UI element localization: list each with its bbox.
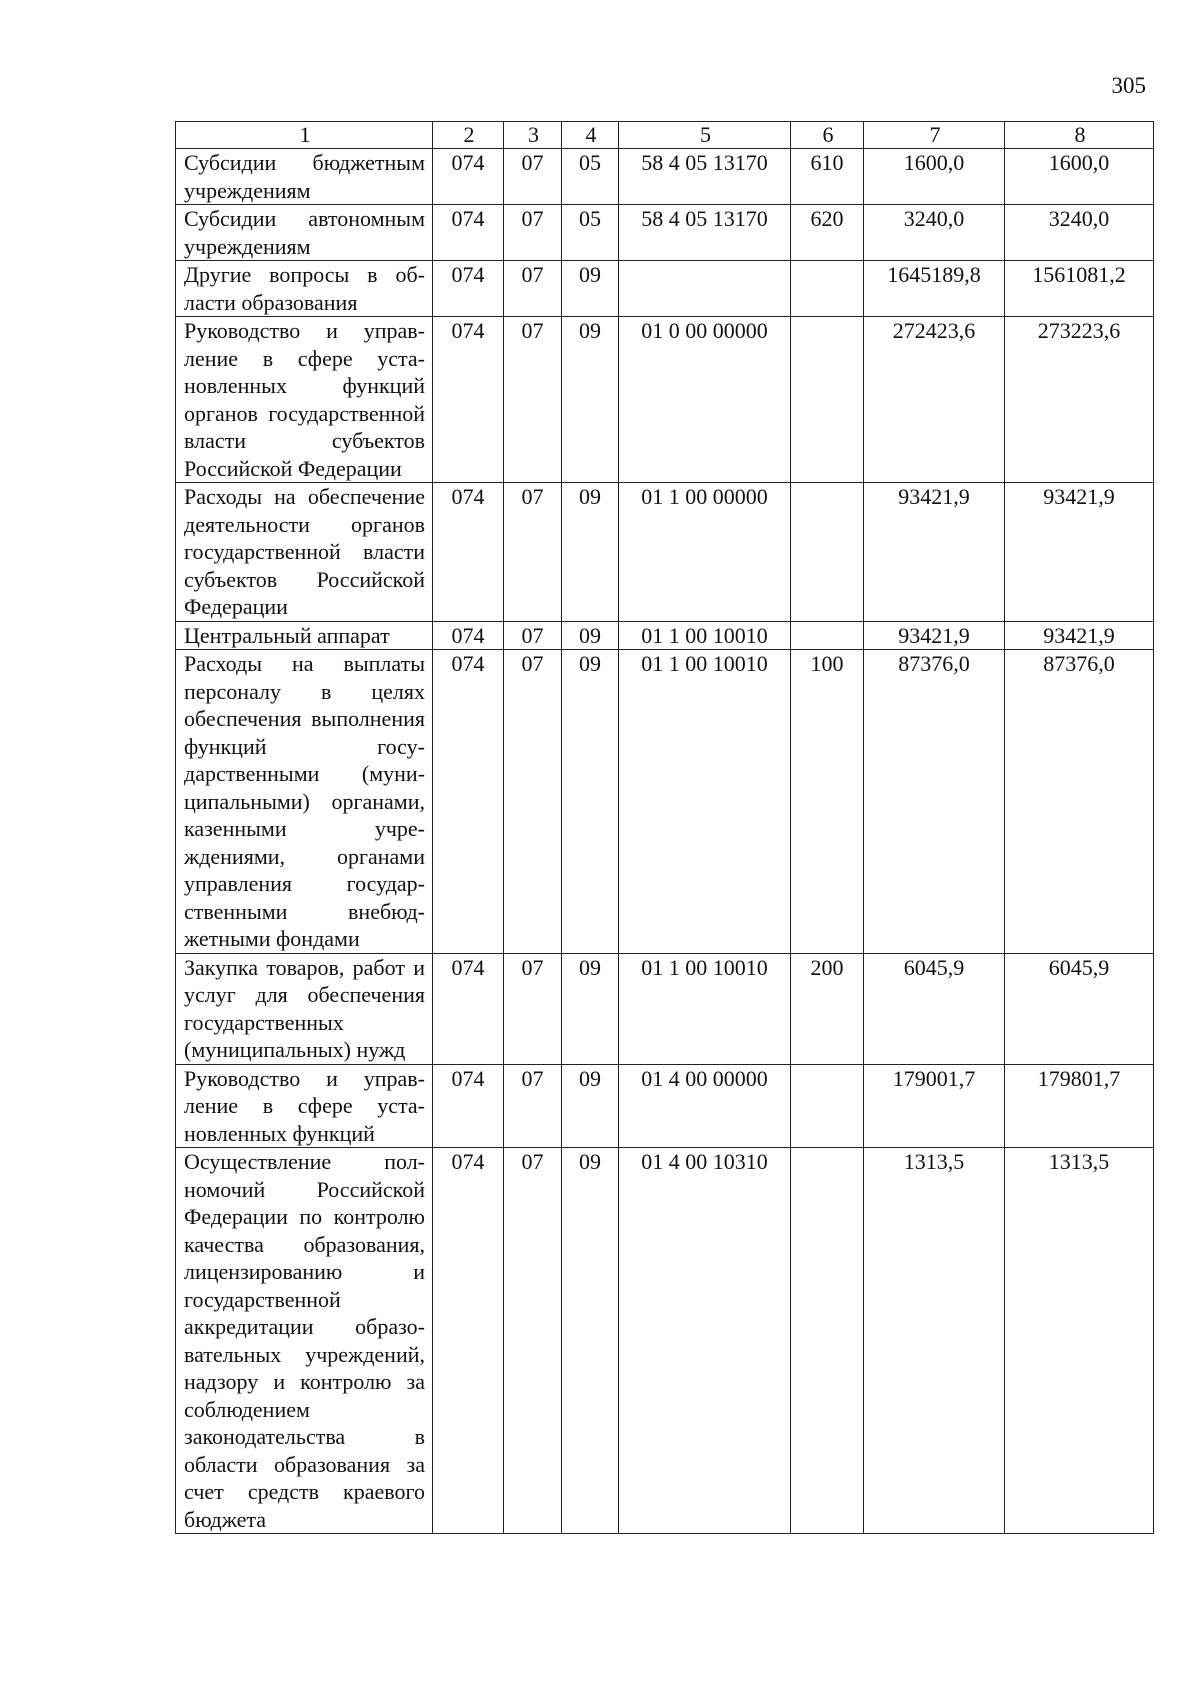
cell-amount-year-2: 93421,9 (1005, 483, 1154, 622)
cell-subsection: 09 (562, 621, 619, 650)
cell-name: Центральный аппарат (176, 621, 433, 650)
header-col-7: 7 (864, 122, 1005, 149)
cell-subsection: 05 (562, 205, 619, 261)
table-row (176, 1148, 1154, 1534)
table-row (176, 261, 1154, 317)
table-row (176, 1064, 1154, 1148)
cell-name: Руководство и управление в сфере установленных функций органов государственной власти субъектов Российской Федерации (176, 317, 433, 483)
cell-section: 07 (504, 261, 562, 317)
cell-target-item: 01 4 00 00000 (619, 1064, 791, 1148)
cell-amount-year-1: 6045,9 (864, 953, 1005, 1064)
cell-section: 07 (504, 1064, 562, 1148)
cell-subsection: 09 (562, 1148, 619, 1534)
cell-name: Осуществление полномочий Российской Федерации по контролю качества образования, лицензированию и государственной аккредитации образовательных учреждений, надзору и контролю за соблюдением законодательства в области образования за счет средств краевого бюджета (176, 1148, 433, 1534)
cell-amount-year-2: 93421,9 (1005, 621, 1154, 650)
cell-amount-year-1: 87376,0 (864, 650, 1005, 954)
cell-target-item: 01 1 00 10010 (619, 650, 791, 954)
budget-table (175, 121, 1154, 1534)
cell-target-item: 01 0 00 00000 (619, 317, 791, 483)
cell-expense-type (791, 261, 864, 317)
cell-subsection: 09 (562, 261, 619, 317)
cell-ministry-code: 074 (433, 1148, 504, 1534)
cell-section: 07 (504, 483, 562, 622)
cell-target-item: 01 1 00 10010 (619, 621, 791, 650)
header-col-5: 5 (619, 122, 791, 149)
cell-expense-type (791, 317, 864, 483)
cell-target-item (619, 261, 791, 317)
table-row (176, 621, 1154, 650)
cell-amount-year-1: 1645189,8 (864, 261, 1005, 317)
header-col-2: 2 (433, 122, 504, 149)
cell-expense-type (791, 1064, 864, 1148)
header-col-3: 3 (504, 122, 562, 149)
cell-target-item: 01 1 00 10010 (619, 953, 791, 1064)
header-col-1: 1 (176, 122, 433, 149)
cell-name: Другие вопросы в области образования (176, 261, 433, 317)
cell-amount-year-1: 3240,0 (864, 205, 1005, 261)
cell-subsection: 09 (562, 1064, 619, 1148)
cell-ministry-code: 074 (433, 149, 504, 205)
header-col-4: 4 (562, 122, 619, 149)
table-row (176, 317, 1154, 483)
cell-target-item: 01 1 00 00000 (619, 483, 791, 622)
cell-target-item: 01 4 00 10310 (619, 1148, 791, 1534)
cell-ministry-code: 074 (433, 483, 504, 622)
cell-amount-year-2: 273223,6 (1005, 317, 1154, 483)
cell-amount-year-1: 93421,9 (864, 621, 1005, 650)
cell-section: 07 (504, 1148, 562, 1534)
cell-name: Расходы на обеспечение деятельности органов государственной власти субъектов Российской Федерации (176, 483, 433, 622)
cell-ministry-code: 074 (433, 205, 504, 261)
cell-ministry-code: 074 (433, 261, 504, 317)
cell-amount-year-1: 179001,7 (864, 1064, 1005, 1148)
table-row (176, 650, 1154, 954)
cell-target-item: 58 4 05 13170 (619, 205, 791, 261)
cell-ministry-code: 074 (433, 1064, 504, 1148)
cell-section: 07 (504, 621, 562, 650)
cell-name: Субсидии автономным учреждениям (176, 205, 433, 261)
cell-target-item: 58 4 05 13170 (619, 149, 791, 205)
cell-ministry-code: 074 (433, 621, 504, 650)
cell-ministry-code: 074 (433, 953, 504, 1064)
cell-name: Субсидии бюджетным учреждениям (176, 149, 433, 205)
cell-amount-year-1: 272423,6 (864, 317, 1005, 483)
cell-section: 07 (504, 205, 562, 261)
cell-expense-type (791, 1148, 864, 1534)
cell-expense-type (791, 483, 864, 622)
cell-subsection: 05 (562, 149, 619, 205)
table-row (176, 149, 1154, 205)
table-row (176, 953, 1154, 1064)
cell-subsection: 09 (562, 483, 619, 622)
cell-subsection: 09 (562, 317, 619, 483)
cell-amount-year-2: 179801,7 (1005, 1064, 1154, 1148)
cell-expense-type (791, 621, 864, 650)
cell-ministry-code: 074 (433, 317, 504, 483)
cell-amount-year-2: 87376,0 (1005, 650, 1154, 954)
cell-amount-year-2: 1313,5 (1005, 1148, 1154, 1534)
cell-expense-type: 100 (791, 650, 864, 954)
cell-section: 07 (504, 650, 562, 954)
cell-amount-year-2: 3240,0 (1005, 205, 1154, 261)
cell-amount-year-1: 1313,5 (864, 1148, 1005, 1534)
cell-expense-type: 200 (791, 953, 864, 1064)
cell-amount-year-2: 1600,0 (1005, 149, 1154, 205)
header-col-8: 8 (1005, 122, 1154, 149)
cell-expense-type: 620 (791, 205, 864, 261)
cell-name: Руководство и управление в сфере установленных функций (176, 1064, 433, 1148)
cell-subsection: 09 (562, 650, 619, 954)
cell-amount-year-2: 6045,9 (1005, 953, 1154, 1064)
cell-subsection: 09 (562, 953, 619, 1064)
cell-expense-type: 610 (791, 149, 864, 205)
cell-amount-year-1: 1600,0 (864, 149, 1005, 205)
cell-amount-year-1: 93421,9 (864, 483, 1005, 622)
cell-section: 07 (504, 953, 562, 1064)
cell-name: Закупка товаров, работ и услуг для обеспечения государственных (муниципальных) нужд (176, 953, 433, 1064)
cell-section: 07 (504, 317, 562, 483)
page-number: 305 (1111, 73, 1146, 98)
header-col-6: 6 (791, 122, 864, 149)
table-row (176, 205, 1154, 261)
cell-amount-year-2: 1561081,2 (1005, 261, 1154, 317)
table-header-row (176, 122, 1154, 149)
table-body (176, 149, 1154, 1534)
cell-section: 07 (504, 149, 562, 205)
table-row (176, 483, 1154, 622)
cell-name: Расходы на выплаты персоналу в целях обеспечения выполнения функций государственными (муниципальными) органами, казенными учреждениями, органами управления государственными внебюджетными фондами (176, 650, 433, 954)
cell-ministry-code: 074 (433, 650, 504, 954)
